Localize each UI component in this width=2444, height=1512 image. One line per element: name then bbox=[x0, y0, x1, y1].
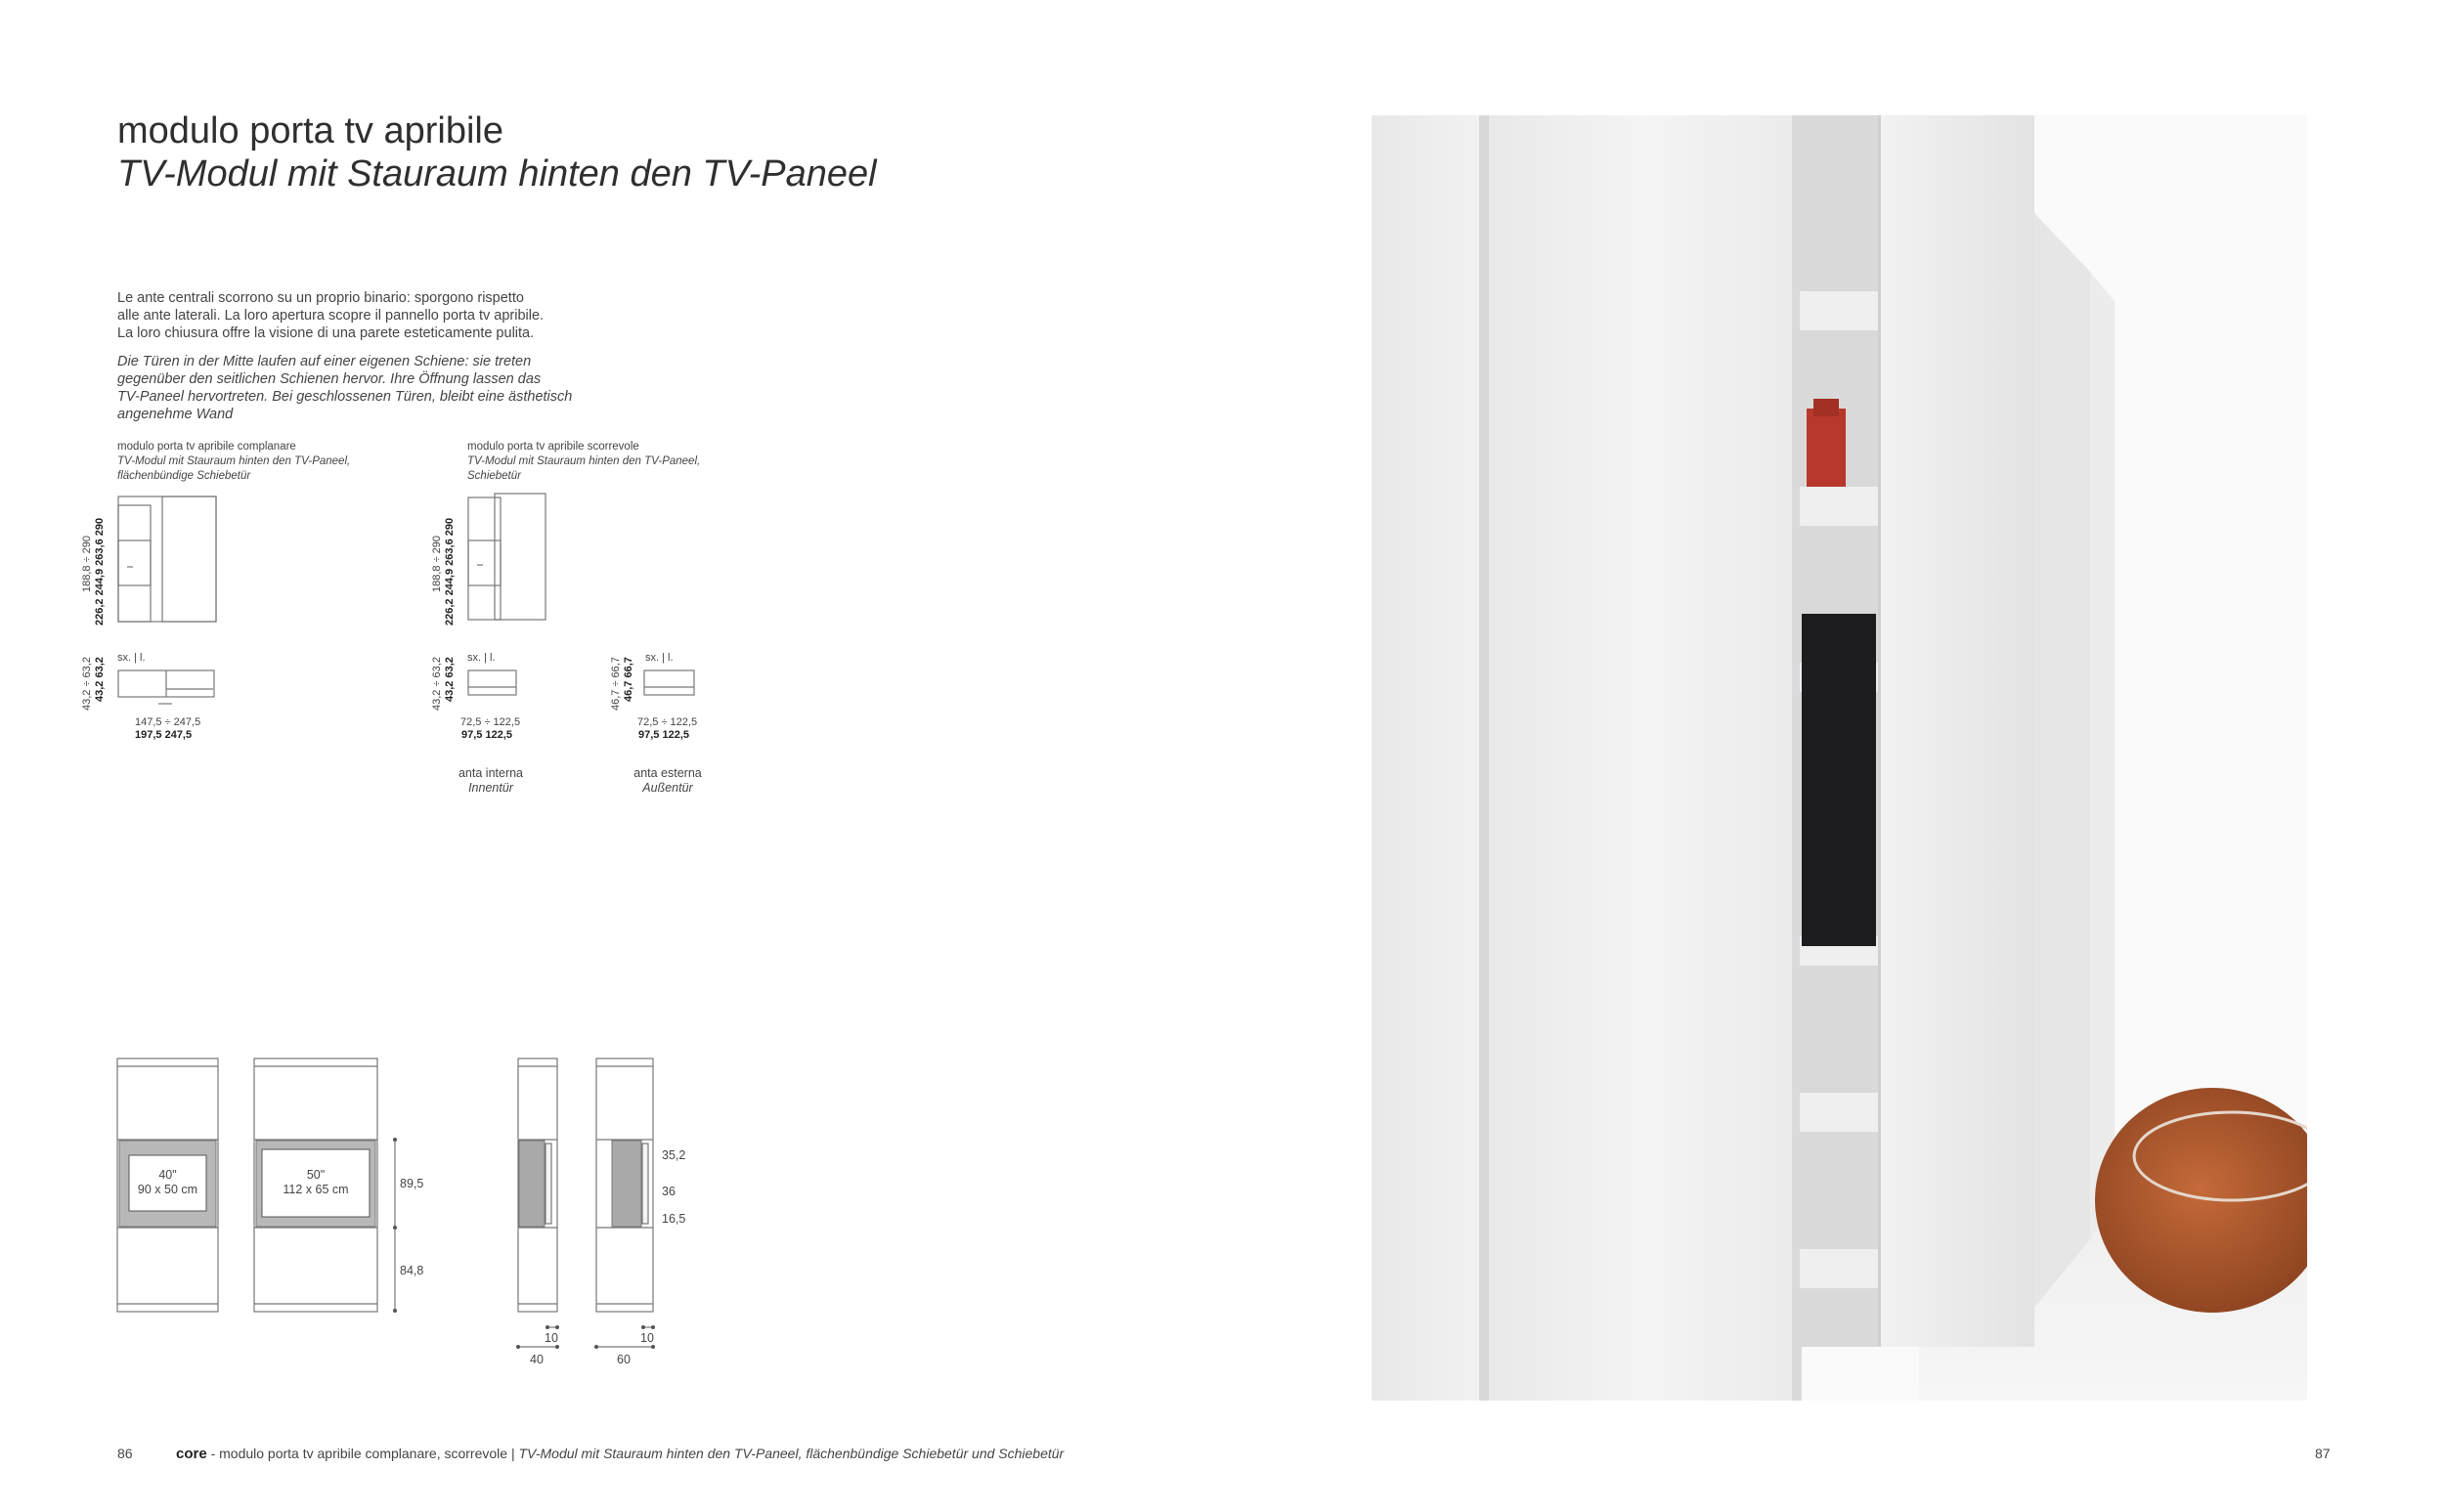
offset-a: 10 bbox=[545, 1331, 558, 1345]
depth-range: 43,2 ÷ 63,2 bbox=[81, 657, 93, 711]
depth-values: 43,2 63,2 bbox=[94, 657, 106, 702]
description-line: La loro chiusura offre la visione di una parete esteticamente pulita. bbox=[117, 325, 535, 341]
tv50-size: 50" bbox=[306, 1168, 326, 1182]
side-label: sx. | l. bbox=[117, 652, 146, 664]
caption-it: modulo porta tv apribile complanare bbox=[117, 441, 296, 453]
outer-door-label-de: Außentür bbox=[642, 781, 693, 795]
width-range: 72,5 ÷ 122,5 bbox=[637, 716, 698, 728]
tv40-dims: 90 x 50 cm bbox=[137, 1183, 198, 1196]
page-number-right: 87 bbox=[2315, 1446, 2331, 1461]
width-range: 72,5 ÷ 122,5 bbox=[460, 716, 521, 728]
tv50-dims: 112 x 65 cm bbox=[283, 1183, 349, 1196]
tv40-size: 40" bbox=[158, 1168, 177, 1182]
caption-scorrevole bbox=[467, 440, 700, 484]
side-label: sx. | l. bbox=[467, 652, 496, 664]
page-number-left: 86 bbox=[117, 1446, 133, 1461]
page-title-de: TV-Modul mit Stauraum hinten den TV-Paneel bbox=[117, 153, 877, 194]
side-dim-2: 36 bbox=[662, 1185, 676, 1198]
caption-de: flächenbündige Schiebetür bbox=[117, 470, 251, 482]
description-line: Le ante centrali scorrono su un proprio binario: sporgono rispetto bbox=[117, 290, 524, 306]
height-range: 188,8 ÷ 290 bbox=[431, 535, 443, 592]
height-values: 226,2 244,9 263,6 290 bbox=[444, 517, 456, 626]
depth-range: 46,7 ÷ 66,7 bbox=[610, 657, 622, 711]
depth-range: 43,2 ÷ 63,2 bbox=[431, 657, 443, 711]
description-line: Die Türen in der Mitte laufen auf einer eigenen Schiene: sie treten bbox=[117, 354, 532, 369]
width-values: 197,5 247,5 bbox=[135, 729, 193, 741]
width-a: 40 bbox=[530, 1353, 544, 1366]
description-de bbox=[117, 353, 626, 423]
side-dim-3: 16,5 bbox=[662, 1212, 686, 1226]
dim-lower: 84,8 bbox=[400, 1264, 424, 1277]
description-line: alle ante laterali. La loro apertura scopre il pannello porta tv apribile. bbox=[117, 308, 545, 324]
height-values: 226,2 244,9 263,6 290 bbox=[94, 517, 106, 626]
footer-text-de: TV-Modul mit Stauraum hinten den TV-Paneel, flächenbündige Schiebetür und Schiebetür bbox=[518, 1446, 1065, 1461]
photo-illustration bbox=[1372, 115, 2307, 1401]
brand-name: core bbox=[176, 1446, 207, 1462]
scorrevole-elevation-drawing bbox=[465, 492, 549, 626]
dim-upper: 89,5 bbox=[400, 1177, 424, 1190]
width-values: 97,5 122,5 bbox=[638, 729, 689, 741]
height-range: 188,8 ÷ 290 bbox=[81, 535, 93, 592]
complanare-elevation-drawing bbox=[115, 494, 223, 626]
description-line: angenehme Wand bbox=[117, 407, 234, 422]
width-range: 147,5 ÷ 247,5 bbox=[135, 716, 201, 728]
footer-caption bbox=[176, 1446, 1064, 1462]
page-title-it: modulo porta tv apribile bbox=[117, 110, 503, 151]
caption-de: Schiebetür bbox=[467, 470, 521, 482]
caption-de: TV-Modul mit Stauraum hinten den TV-Paneel, bbox=[467, 455, 701, 467]
width-values: 97,5 122,5 bbox=[461, 729, 512, 741]
tv-side-diagrams bbox=[508, 1051, 675, 1368]
description-line: gegenüber den seitlichen Schienen hervor. Ihre Öffnung lassen das bbox=[117, 371, 542, 387]
inner-door-label-de: Innentür bbox=[468, 781, 513, 795]
inner-door-label-it: anta interna bbox=[458, 766, 524, 780]
side-label: sx. | l. bbox=[645, 652, 674, 664]
caption-complanare bbox=[117, 440, 350, 484]
caption-de: TV-Modul mit Stauraum hinten den TV-Paneel, bbox=[117, 455, 351, 467]
caption-it: modulo porta tv apribile scorrevole bbox=[467, 441, 639, 453]
inner-door-plan-drawing bbox=[465, 668, 520, 701]
footer-text-it: - modulo porta tv apribile complanare, scorrevole | bbox=[206, 1446, 519, 1461]
complanare-plan-drawing bbox=[115, 668, 219, 711]
depth-values: 43,2 63,2 bbox=[444, 657, 456, 702]
side-dim-1: 35,2 bbox=[662, 1148, 686, 1162]
outer-door-plan-drawing bbox=[641, 668, 698, 701]
depth-values: 46,7 66,7 bbox=[623, 657, 634, 702]
offset-b: 10 bbox=[640, 1331, 654, 1345]
description-it bbox=[117, 289, 626, 342]
outer-door-label-it: anta esterna bbox=[633, 766, 702, 780]
description-line: TV-Paneel hervortreten. Bei geschlossenen Türen, bleibt eine ästhetisch bbox=[117, 389, 573, 405]
width-b: 60 bbox=[617, 1353, 631, 1366]
product-photo bbox=[1372, 115, 2307, 1401]
